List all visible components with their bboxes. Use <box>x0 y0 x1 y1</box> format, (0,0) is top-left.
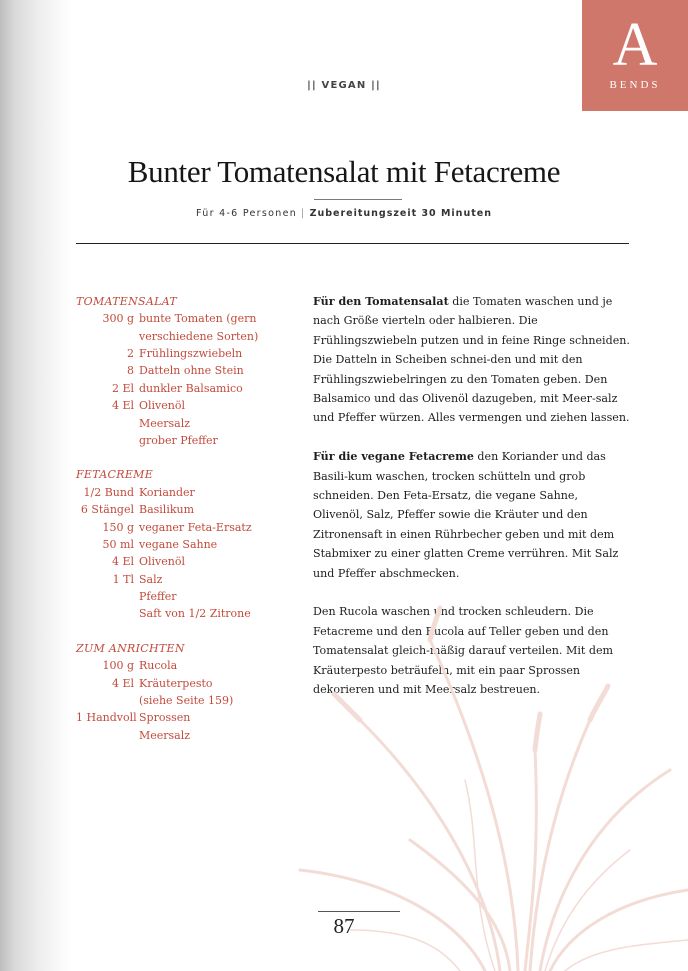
ingredient-amount: 8 <box>127 364 134 378</box>
ingredient-amount: 150 g <box>102 520 134 534</box>
ingredient-row <box>76 328 286 345</box>
recipe-title: Bunter Tomatensalat mit Fetacreme <box>127 154 561 189</box>
ingredient-name: Basilikum <box>139 503 195 517</box>
ingredient-row <box>76 519 286 536</box>
ingredient-row <box>76 536 286 553</box>
ingredient-amount: 300 g <box>102 312 134 326</box>
ingredient-amount <box>76 415 139 432</box>
ingredient-amount: 50 ml <box>102 537 134 551</box>
ingredient-amount <box>76 432 139 449</box>
recipe-subtitle <box>0 208 688 219</box>
ingredient-amount: 1 Tl <box>112 572 134 586</box>
ingredient-section-heading: ZUM ANRICHTEN <box>76 641 185 655</box>
ingredient-row <box>76 397 286 414</box>
ingredient-amount: 100 g <box>102 659 134 673</box>
ingredient-row <box>76 675 286 692</box>
ingredient-row <box>76 380 286 397</box>
ingredient-row <box>76 501 286 518</box>
ingredient-amount: 4 El <box>111 555 134 569</box>
ingredient-amount <box>76 328 139 345</box>
page-number: 87 <box>333 914 355 938</box>
ingredient-amount: 4 El <box>111 676 134 690</box>
book-gutter-shadow <box>0 0 72 971</box>
ingredient-row <box>76 553 286 570</box>
ingredient-amount: 1 Handvoll <box>76 711 137 725</box>
ingredient-name: verschiedene Sorten) <box>139 329 259 343</box>
ingredient-row <box>76 345 286 362</box>
ingredient-row <box>76 415 286 432</box>
section-spacer <box>76 623 286 640</box>
ingredient-name: Olivenöl <box>139 555 186 569</box>
ingredient-list <box>76 293 286 744</box>
ingredient-name: veganer Feta-Ersatz <box>139 520 252 534</box>
ingredient-name: Koriander <box>139 485 195 499</box>
ingredient-section-heading: TOMATENSALAT <box>76 295 178 308</box>
ingredient-name: Meersalz <box>139 416 191 430</box>
ingredient-name: Salz <box>139 572 163 586</box>
category-label: || VEGAN || <box>307 80 381 91</box>
ingredient-amount <box>76 692 139 709</box>
ingredient-name: vegane Sahne <box>139 537 218 551</box>
ingredient-amount: 2 <box>127 347 134 361</box>
ingredient-section-heading: FETACREME <box>76 468 154 482</box>
ingredient-name: grober Pfeffer <box>139 434 218 448</box>
servings-text: Für 4-6 Personen <box>196 208 298 219</box>
instruction-text: Den Rucola waschen und trocken schleudern. Die Fetacreme und den Rucola auf Teller geben und den Tomatensalat gleich-mäßig darauf verteilen. Mit dem Kräuterpesto beträufeln, mit ein paar Sprossen dekorieren und mit Meersalz bestreuen. <box>313 605 614 697</box>
ingredient-row <box>76 588 286 605</box>
ingredient-name: Pfeffer <box>139 590 177 604</box>
ingredient-name: Rucola <box>139 659 178 673</box>
ingredient-row <box>76 432 286 449</box>
ingredient-amount <box>76 727 139 744</box>
page-number-divider <box>318 911 400 912</box>
ingredient-name: (siehe Seite 159) <box>139 693 234 707</box>
logo-letter: A <box>612 11 658 79</box>
ingredient-amount: 6 Stängel <box>80 503 134 517</box>
ingredient-name: Saft von 1/2 Zitrone <box>139 607 251 621</box>
ingredient-row <box>76 657 286 674</box>
ingredient-name: bunte Tomaten (gern <box>139 312 257 326</box>
ingredient-name: Frühlingszwiebeln <box>139 347 243 361</box>
instruction-paragraph <box>313 447 631 583</box>
instruction-lead: Für die vegane Fetacreme <box>313 450 474 464</box>
publisher-logo <box>582 0 688 111</box>
section-spacer <box>76 449 286 466</box>
ingredient-amount: 1/2 Bund <box>83 485 134 499</box>
ingredient-name: dunkler Balsamico <box>139 381 243 395</box>
instruction-text: die Tomaten waschen und je nach Größe vierteln oder halbieren. Die Frühlingszwiebeln putzen und in feine Ringe schneiden. Die Datteln in Scheiben schnei-den und mit den Frühlingszwiebelringen zu den Tomaten geben. Den Balsamico und das Olivenöl dazugeben, mit Meer-salz und Pfeffer würzen. Alles vermengen und ziehen lassen. <box>313 295 630 425</box>
instruction-text: den Koriander und das Basili-kum waschen, trocken schütteln und grob schneiden. Den Feta-Ersatz, die vegane Sahne, Olivenöl, Salz, Pfeffer sowie die Kräuter und den Zitronensaft in einen Rührbecher geben und mit dem Stabmixer zu einer glatten Creme verrühren. Mit Salz und Pfeffer abschmecken. <box>313 450 619 580</box>
title-divider <box>314 199 402 200</box>
ingredient-name: Olivenöl <box>139 399 186 413</box>
ingredient-row <box>76 692 286 709</box>
logo-word: BENDS <box>609 79 661 91</box>
instruction-paragraph <box>313 292 631 428</box>
ingredient-name: Meersalz <box>139 728 191 742</box>
ingredient-amount: 4 El <box>111 399 134 413</box>
subtitle-separator: | <box>301 208 306 219</box>
ingredient-name: Sprossen <box>139 711 191 725</box>
ingredient-amount <box>76 588 139 605</box>
ingredient-row <box>76 571 286 588</box>
ingredient-name: Datteln ohne Stein <box>139 364 244 378</box>
ingredient-row <box>76 362 286 379</box>
prep-time-text: Zubereitungszeit 30 Minuten <box>309 208 492 219</box>
ingredient-row <box>76 310 286 327</box>
ingredient-row <box>76 484 286 501</box>
ingredient-amount <box>76 605 139 622</box>
header-divider <box>76 243 629 244</box>
ingredient-row <box>76 605 286 622</box>
ingredient-row <box>76 727 286 744</box>
instruction-lead: Für den Tomatensalat <box>313 295 449 308</box>
ingredient-amount: 2 El <box>111 381 134 395</box>
ingredient-name: Kräuterpesto <box>139 676 213 690</box>
ingredient-row <box>76 709 286 726</box>
